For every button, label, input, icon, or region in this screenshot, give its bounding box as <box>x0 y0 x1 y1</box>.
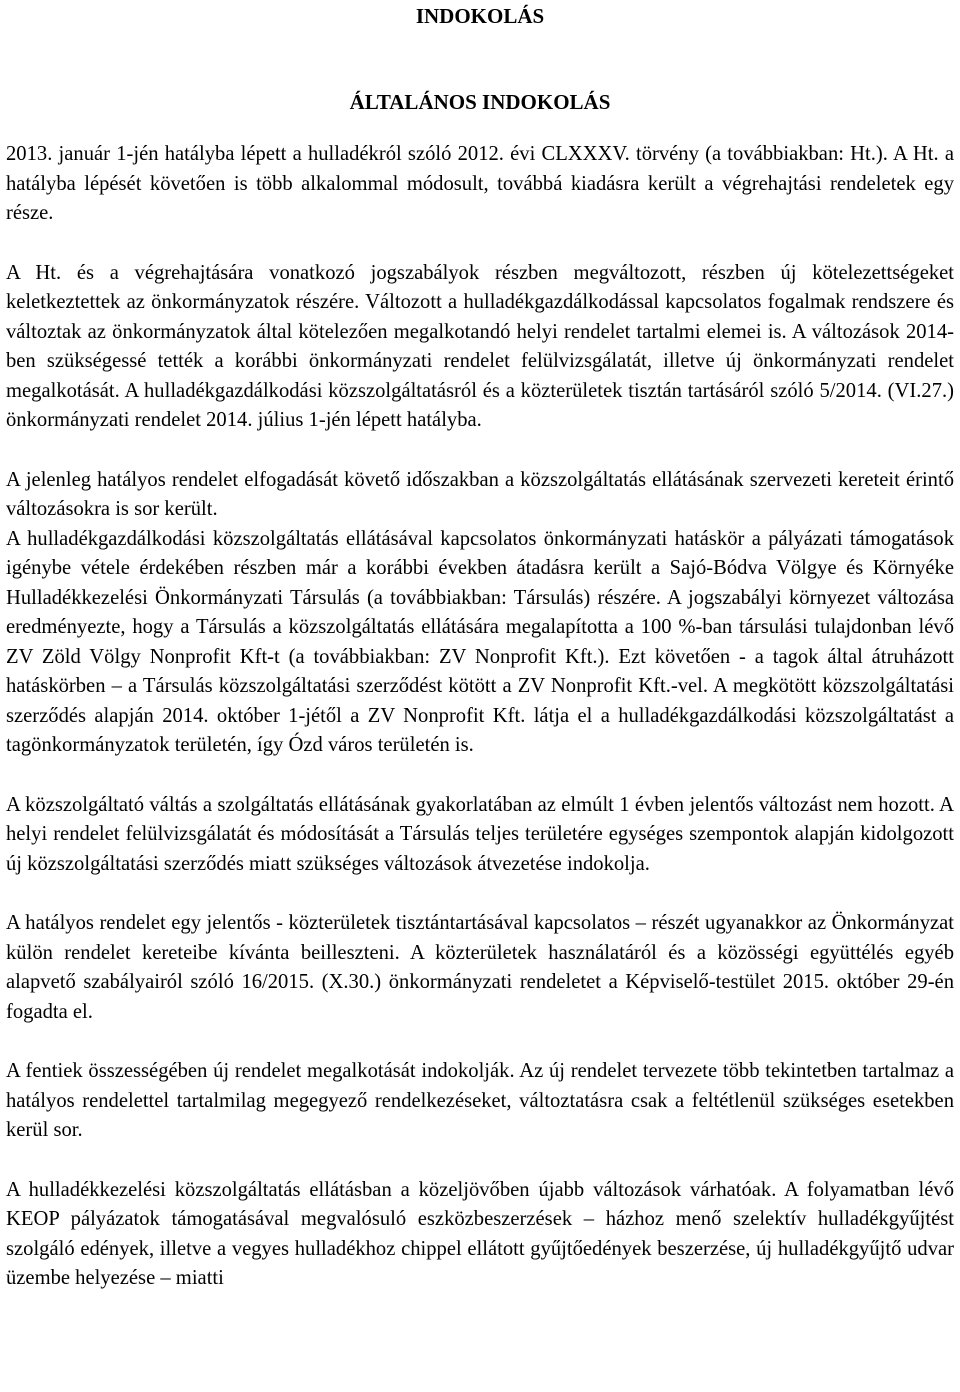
document-title: INDOKOLÁS <box>415 4 545 28</box>
paragraph-2: A Ht. és a végrehajtására vonatkozó jogszabályok részben megváltozott, részben új kötelezettségeket keletkeztettek az önkormányzatok részére. Változott a hulladékgazdálkodással kapcsolatos fogalmak rendszere és változtak az önkormányzatok által kötelezően megalkotandó helyi rendelet tartalmi elemei is. A változások 2014-ben szükségessé tették a korábbi önkormányzati rendelet felülvizsgálatát, illetve új önkormányzati rendelet megalkotását. A hulladékgazdálkodási közszolgáltatásról és a közterületek tisztán tartásáról szóló 5/2014. (VI.27.) önkormányzati rendelet 2014. július 1-jén lépett hatályba. <box>6 261 954 431</box>
paragraph-3: A jelenleg hatályos rendelet elfogadását követő időszakban a közszolgáltatás ellátásának szervezeti kereteit érintő változásokra is sor került. <box>6 468 954 520</box>
paragraph-7: A fentiek összességében új rendelet megalkotását indokolják. Az új rendelet tervezete több tekintetben tartalmaz a hatályos rendelettel tartalmilag megegyező rendelkezéseket, változtatásra csak a feltétlenül szükséges esetekben kerül sor. <box>6 1060 954 1141</box>
paragraph-6: A hatályos rendelet egy jelentős - közterületek tisztántartásával kapcsolatos – részét ugyanakkor az Önkormányzat külön rendelet kereteibe kívánta beilleszteni. A közterületek használatáról és a közösségi együttélés egyéb alapvető szabályairól szóló 16/2015. (X.30.) önkormányzati rendeletet a Képviselő-testület 2015. október 29-én fogadta el. <box>6 912 954 1023</box>
paragraph-8: A hulladékkezelési közszolgáltatás ellátásban a közeljövőben újabb változások várhatóak. A folyamatban lévő KEOP pályázatok támogatásával megvalósuló eszközbeszerzések – házhoz menő szelektív hulladékgyűjtést szolgáló edények, illetve a vegyes hulladékhoz chippel ellátott gyűjtőedények beszerzése, új hulladékgyűjtő udvar üzembe helyezése – miatti <box>6 1178 954 1289</box>
paragraph-5: A közszolgáltató váltás a szolgáltatás ellátásának gyakorlatában az elmúlt 1 évben jelentős változást nem hozott. A helyi rendelet felülvizsgálatát és módosítását a Társulás teljes területére egységes szempontok alapján kidolgozott új közszolgáltatási szerződés miatt szükséges változások átvezetése indokolja. <box>6 793 954 875</box>
paragraph-4: A hulladékgazdálkodási közszolgáltatás ellátásával kapcsolatos önkormányzati hatáskör a pályázati támogatások igénybe vétele érdekében részben már a korábbi években átadásra került a Sajó-Bódva Völgye és Környéke Hulladékkezelési Önkormányzati Társulás (a továbbiakban: Társulás) részére. A jogszabályi környezet változása eredményezte, hogy a Társulás a közszolgáltatás ellátására megalapította a 100 %-ban társulási tulajdonban lévő ZV Zöld Völgy Nonprofit Kft-t (a továbbiakban: ZV Nonprofit Kft.). Ezt követően - a tagok által átruházott hatáskörben – a Társulás közszolgáltatási szerződést kötött a ZV Nonprofit Kft.-vel. A megkötött közszolgáltatási szerződés alapján 2014. október 1-jétől a ZV Nonprofit Kft. látja el a hulladékgazdálkodási közszolgáltatást a tagönkormányzatok területén, így Ózd város területén is. <box>6 527 954 756</box>
section-title: ÁLTALÁNOS INDOKOLÁS <box>349 90 611 114</box>
document-page <box>6 0 954 1294</box>
paragraph-1: 2013. január 1-jén hatályba lépett a hulladékról szóló 2012. évi CLXXXV. törvény (a továbbiakban: Ht.). A Ht. a hatályba lépését követően is több alkalommal módosult, továbbá kiadásra került a végrehajtási rendeletek egy része. <box>6 143 954 224</box>
